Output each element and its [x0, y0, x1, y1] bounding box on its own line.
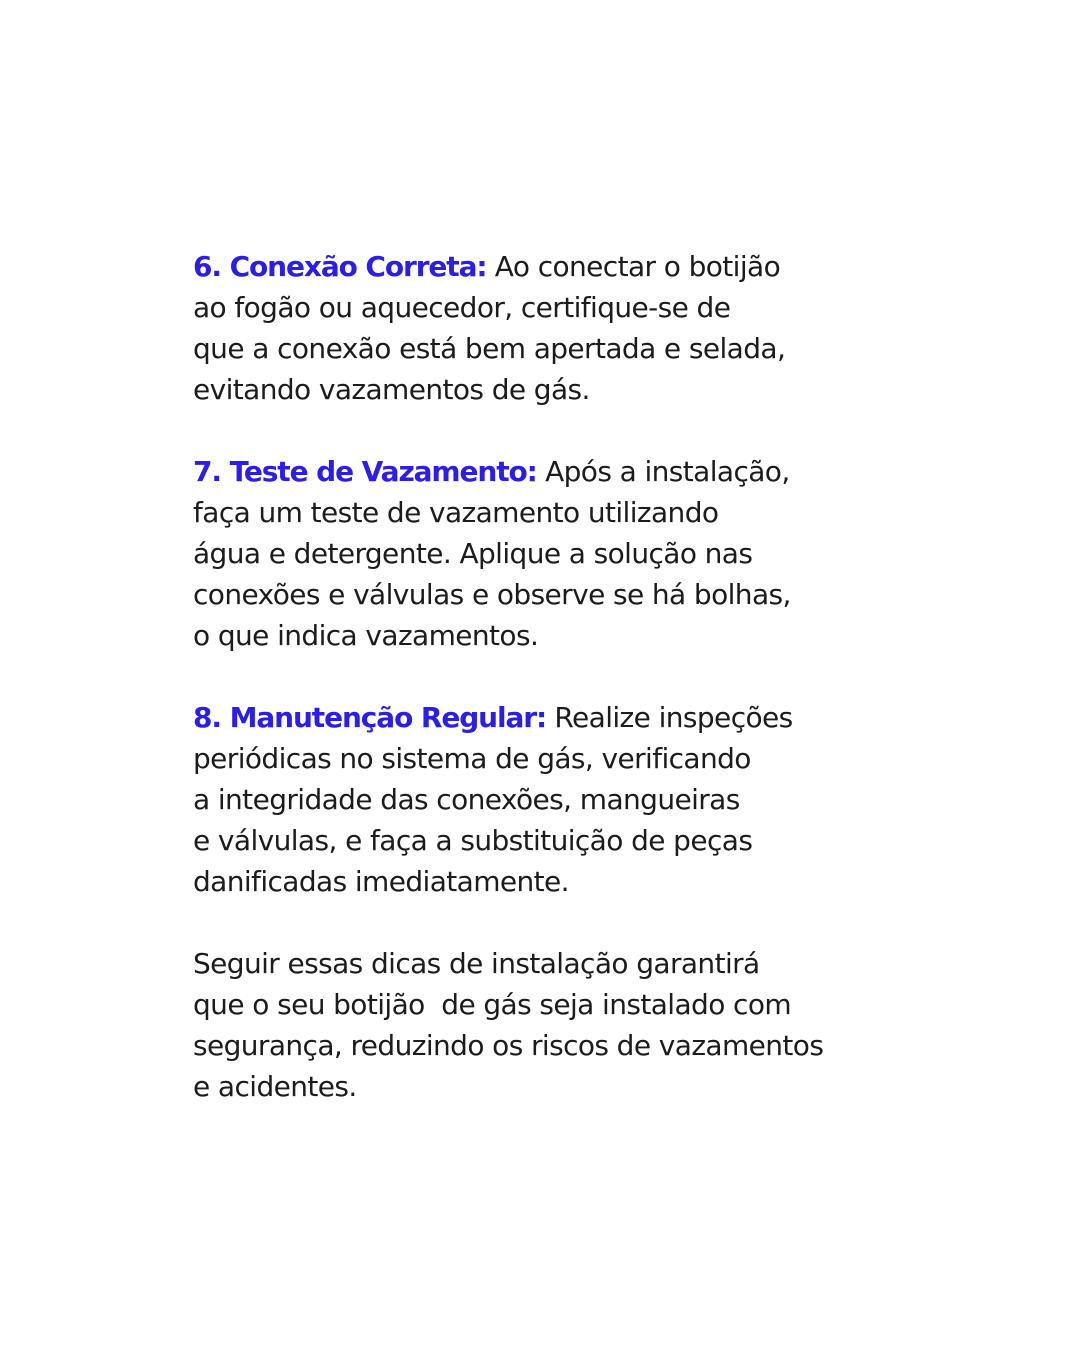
section-7-line-1 — [193, 451, 953, 492]
conclusion-line-1: Seguir essas dicas de instalação garantirá — [193, 947, 760, 980]
section-7-line-2: faça um teste de vazamento utilizando — [193, 496, 719, 529]
section-6-line-3: que a conexão está bem apertada e selada, — [193, 332, 786, 365]
section-8-line-1 — [193, 697, 953, 738]
section-6-heading: 6. Conexão Correta: — [193, 250, 487, 283]
conclusion-line-4: e acidentes. — [193, 1070, 357, 1103]
section-7 — [193, 451, 953, 656]
section-7-line-3: água e detergente. Aplique a solução nas — [193, 537, 753, 570]
section-8 — [193, 697, 953, 902]
section-7-line-4: conexões e válvulas e observe se há bolhas, — [193, 578, 791, 611]
section-6-line-2: ao fogão ou aquecedor, certifique-se de — [193, 291, 731, 324]
section-6 — [193, 246, 953, 410]
section-8-line-4: e válvulas, e faça a substituição de peças — [193, 824, 753, 857]
conclusion-line-2: que o seu botijão de gás seja instalado com — [193, 988, 792, 1021]
section-8-line-2: periódicas no sistema de gás, verificando — [193, 742, 751, 775]
section-8-line-5: danificadas imediatamente. — [193, 865, 569, 898]
section-7-text: Após a instalação, — [536, 455, 790, 488]
section-8-line-3: a integridade das conexões, mangueiras — [193, 783, 740, 816]
document-body — [193, 246, 953, 1148]
section-8-heading: 8. Manutenção Regular: — [193, 701, 547, 734]
section-7-line-5: o que indica vazamentos. — [193, 619, 539, 652]
section-6-text: Ao conectar o botijão — [486, 250, 781, 283]
section-7-heading: 7. Teste de Vazamento: — [193, 455, 537, 488]
conclusion — [193, 943, 953, 1107]
section-6-line-4: evitando vazamentos de gás. — [193, 373, 590, 406]
section-6-line-1 — [193, 246, 953, 287]
conclusion-line-3: segurança, reduzindo os riscos de vazamentos — [193, 1029, 824, 1062]
section-8-text: Realize inspeções — [546, 701, 793, 734]
